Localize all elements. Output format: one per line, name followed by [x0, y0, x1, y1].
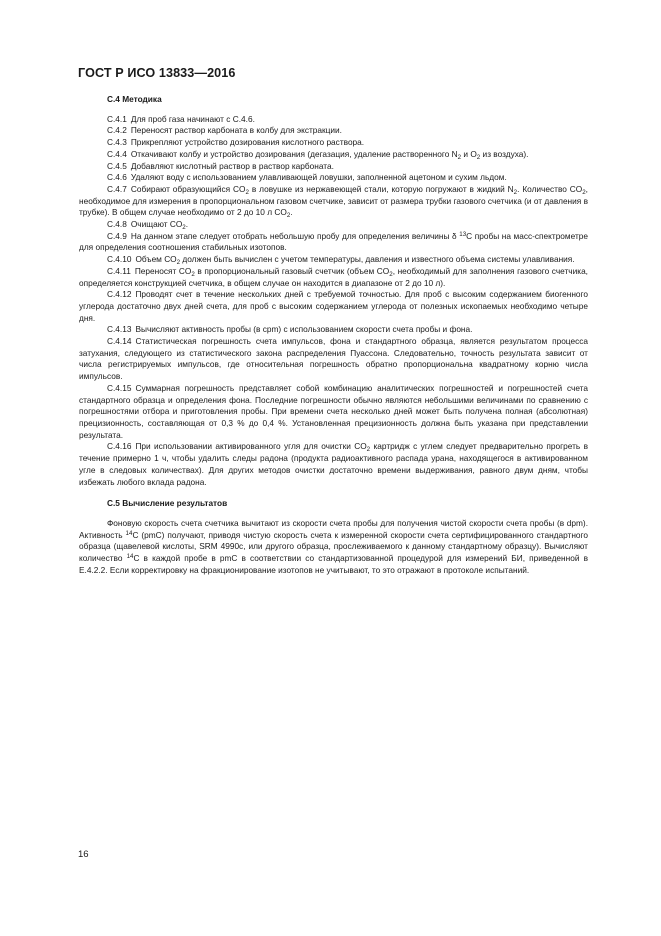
item-number: С.4.5 [107, 160, 127, 171]
item-c4-16 [79, 441, 588, 488]
item-number: С.4.4 [107, 148, 127, 159]
item-c4-3 [79, 137, 588, 149]
subscript: 2 [182, 224, 186, 232]
item-text: , необходимое для измерения в пропорциональном газовом счетчике, зависит от размера трубки газового счетчика (и от давления в трубке). В общем случае необходимо от 2 до 10 л CO [79, 183, 588, 218]
section-title-c5: С.5 Вычисление результатов [107, 498, 228, 509]
item-text: Собирают образующийся CO [130, 183, 246, 194]
item-text: в ловушке из нержавеющей стали, которую погружают в жидкий N [248, 183, 514, 194]
item-c4-11 [79, 266, 588, 289]
item-text: Прикрепляют устройство дозирования кислотного раствора. [130, 137, 365, 148]
item-number: С.4.8 [107, 219, 127, 230]
paragraph-text: С (pmC) получают, приводя чистую скорость счета к измеренной скорости счета сертифицированного стандартного образца (щавелевой кислоты, SRM 4990c, или другого образца, прослеживаемого к данному стандартному образцу). Вычисляют количество [79, 529, 589, 564]
document-header: ГОСТ Р ИСО 13833—2016 [78, 66, 236, 80]
item-c4-13 [79, 324, 588, 336]
item-text: С пробы на масс-спектрометре для определения соотношения стабильных изотопов. [79, 230, 588, 253]
item-number: С.4.11 [107, 265, 131, 276]
item-c4-6 [79, 172, 588, 184]
subscript: 2 [191, 270, 195, 278]
superscript: 14 [126, 553, 134, 561]
item-text: Удаляют воду с использованием улавливающей ловушки, заполненной ацетоном и сухим льдом. [130, 172, 507, 183]
item-number: С.4.16 [107, 441, 132, 452]
item-text: Статистическая погрешность счета импульсов, фона и стандартного образца, является результатом процесса затухания, следующего из статистического закона распределения Пуассона. Следовательно, точность результата зависит от числа регистрируемых импульсов, где относительная погрешность обратно пропорциональна квадратному корню числа импульсов. [79, 336, 588, 382]
item-number: С.4.10 [107, 254, 132, 265]
subscript: 2 [476, 153, 481, 161]
item-c4-10 [79, 254, 588, 266]
item-c4-14 [79, 336, 588, 383]
item-number: С.4.1 [107, 113, 127, 124]
item-text: Очищают CO [130, 219, 183, 230]
item-text: в пропорциональный газовый счетчик (объем CO [194, 265, 390, 276]
subscript: 2 [245, 188, 249, 196]
item-c4-7 [79, 184, 588, 219]
item-c4-5 [79, 161, 588, 173]
item-text: Переносят раствор карбоната в колбу для экстракции. [130, 125, 342, 136]
item-text: . [290, 207, 293, 218]
item-number: С.4.2 [107, 125, 127, 136]
item-text: Суммарная погрешность представляет собой комбинацию аналитических погрешностей и погрешностей счета стандартного образца и определения фона. Последние погрешности обычно являются небольшими величинами по сравнению с погрешностями отбора и приготовления пробы. При времени счета несколько дней может быть получена полная (абсолютная) прецизионность, составляющая от 0,3 % до 0,4 %. Установленная прецизионность должна быть указана при представлении результата. [79, 382, 588, 440]
section-title-c4: С.4 Методика [107, 94, 162, 104]
subscript: 2 [457, 153, 462, 161]
superscript: 13 [459, 230, 467, 238]
item-text: Для проб газа начинают с С.4.6. [130, 113, 255, 124]
item-text: Объем CO [135, 254, 177, 265]
item-number: С.4.15 [107, 382, 132, 393]
item-c4-2 [79, 125, 588, 137]
item-number: С.4.3 [107, 137, 127, 148]
item-c4-9 [79, 231, 588, 254]
item-number: С.4.6 [107, 172, 127, 183]
subscript: 2 [513, 188, 518, 196]
item-c4-1 [79, 114, 588, 126]
subscript: 2 [366, 446, 371, 454]
subscript: 2 [176, 259, 181, 267]
item-number: С.4.14 [107, 336, 132, 347]
item-text: Вычисляют активность пробы (в cpm) с использованием скорости счета пробы и фона. [135, 324, 473, 335]
item-text: . Количество CO [517, 183, 583, 194]
paragraph-text: Фоновую скорость счета счетчика вычитают из скорости счета пробы для получения чистой скорости счета пробы (в dpm). Активность [79, 517, 588, 540]
subscript: 2 [582, 188, 586, 196]
item-text: , необходимый для заполнения газового счетчика, определяется конструкцией счетчика, в общем случае он находится в диапазоне от 2 до 10 л). [79, 265, 588, 288]
paragraph-c5 [79, 518, 588, 577]
item-text: При использовании активированного угля для очистки CO [135, 441, 367, 452]
item-text: должен быть вычислен с учетом температуры, давления и известного объема системы улавливания. [180, 254, 575, 265]
item-text: . [185, 219, 189, 230]
subscript: 2 [389, 270, 393, 278]
page-number: 16 [78, 849, 89, 860]
item-text: картридж с углем следует предварительно прогреть в течение примерно 1 ч, чтобы удалить следы радона (продукта радиоактивного распада урана, находящегося в активированном угле в следовых количествах). Для других методов очистки достаточно времени выдерживания, равного двум дням, чтобы избежать любого вклада радона. [79, 441, 588, 487]
item-text: и O [461, 148, 477, 159]
item-text: Переносят CO [134, 265, 192, 276]
paragraph-text: С в каждой пробе в pmC в соответствии со стандартизованной процедурой для измерений БИ, приведенной в Е.4.2.2. Если корректировку на фракционирование изотопов не учитывают, то это отражают в протоколе испытаний. [79, 553, 588, 575]
item-text: Откачивают колбу и устройство дозирования (дегазация, удаление растворенного N [130, 148, 458, 159]
item-c4-15 [79, 383, 588, 442]
item-c4-4 [79, 149, 588, 161]
item-text: из воздуха). [480, 148, 529, 159]
item-text: Добавляют кислотный раствор в раствор карбоната. [130, 160, 334, 171]
item-text: На данном этапе следует отобрать небольшую пробу для определения величины δ [130, 230, 460, 241]
item-c4-12 [79, 289, 588, 324]
item-number: С.4.13 [107, 324, 132, 335]
item-number: С.4.9 [107, 230, 127, 241]
superscript: 14 [125, 529, 133, 537]
subscript: 2 [286, 212, 291, 220]
item-number: С.4.7 [107, 183, 127, 194]
document-body [79, 94, 588, 576]
item-c4-8 [79, 219, 588, 231]
item-number: С.4.12 [107, 289, 132, 300]
item-text: Проводят счет в течение нескольких дней с требуемой точностью. Для проб с высоким содержанием биогенного углерода достаточно двух дней счета, для проб с высоким содержанием углерода от полезных ископаемых необходимо четыре дня. [79, 289, 588, 323]
